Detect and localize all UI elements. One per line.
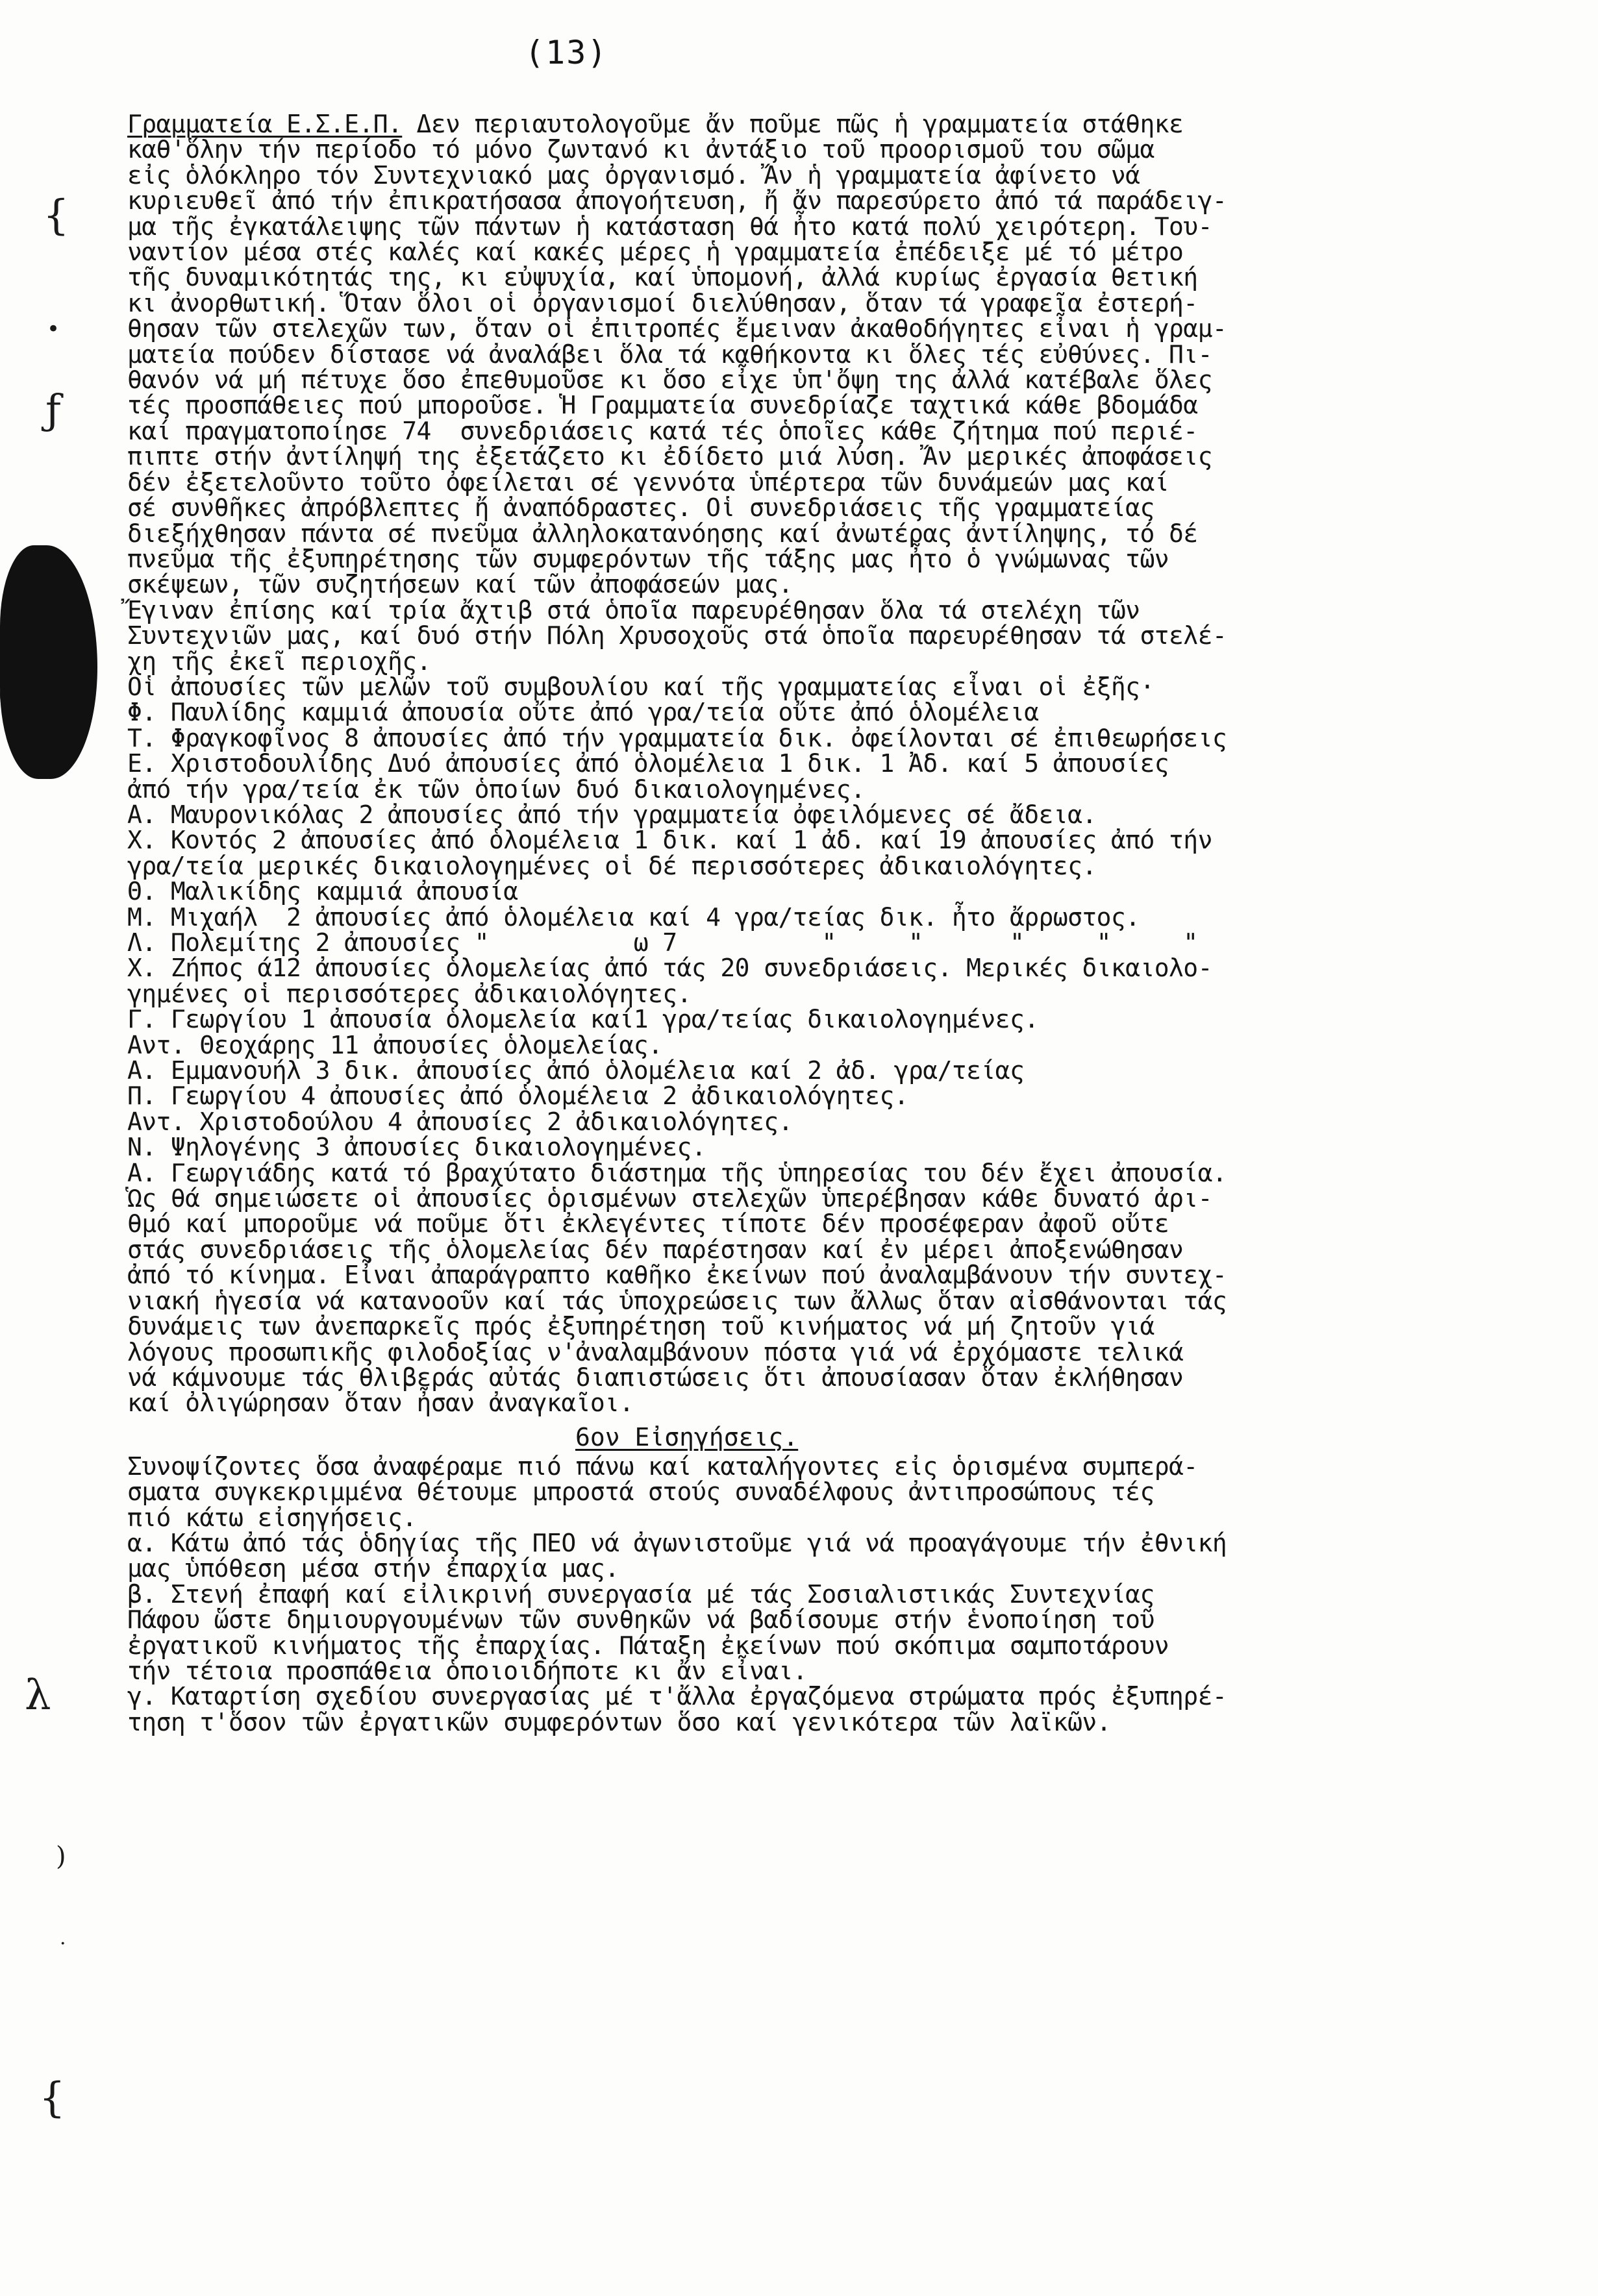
text-line: νιακή ἡγεσία νά κατανοοῦν καί τάς ὑποχρεώσεις των ἄλλως ὅταν αἰσθάνονται τάς bbox=[127, 1286, 1227, 1315]
margin-mark: { bbox=[39, 2074, 66, 2122]
text-line: τήν τέτοια προσπάθεια ὁποιοιδήποτε κι ἄν εἶναι. bbox=[127, 1656, 808, 1685]
text-line: δυνάμεις των ἀνεπαρκεῖς πρός ἐξυπηρέτηση τοῦ κινήματος νά μή ζητοῦν γιά bbox=[127, 1312, 1155, 1341]
proposals-paragraphs bbox=[127, 1451, 1579, 1736]
text-line: Αντ. Θεοχάρης 11 ἀπουσίες ὁλομελείας. bbox=[127, 1030, 663, 1059]
text-line: τῆς δυναμικότητάς της, κι εὐψυχία, καί ὑπομονή, ἀλλά κυρίως ἐργασία θετική bbox=[127, 263, 1198, 292]
text-line: κυριευθεῖ ἀπό τήν ἐπικρατήσασα ἀπογοήτευση, ἤ ἄν παρεσύρετο ἀπό τά παράδειγ- bbox=[127, 186, 1227, 216]
text-line: Ὡς θά σημειώσετε οἱ ἀπουσίες ὁρισμένων στελεχῶν ὑπερέβησαν κάθε δυνατό ἀρι- bbox=[127, 1184, 1212, 1213]
ink-blot bbox=[0, 656, 62, 734]
text-line: σκέψεων, τῶν συζητήσεων καί τῶν ἀποφάσεών μας. bbox=[127, 570, 793, 599]
secretariat-heading: Γραμματεία Ε.Σ.Ε.Π. bbox=[127, 110, 403, 138]
text-line: Χ. Κοντός 2 ἀπουσίες ἀπό ὁλομέλεια 1 δικ. καί 1 ἀδ. καί 19 ἀπουσίες ἀπό τήν bbox=[127, 826, 1212, 855]
text-line: ἀπό τήν γρα/τεία ἐκ τῶν ὁποίων δυό δικαιολογημένες. bbox=[127, 774, 866, 804]
text-line: α. Κάτω ἀπό τάς ὁδηγίας τῆς ΠΕΟ νά ἀγωνιστοῦμε γιά νά προαγάγουμε τήν ἐθνική bbox=[127, 1528, 1227, 1557]
text-line: Αντ. Χριστοδούλου 4 ἀπουσίες 2 ἀδικαιολόγητες. bbox=[127, 1107, 793, 1136]
margin-mark: ƒ bbox=[45, 386, 61, 434]
text-line: μας ὑπόθεση μέσα στήν ἐπαρχία μας. bbox=[127, 1554, 619, 1583]
text-line: Πάφου ὥστε δημιουργουμένων τῶν συνθηκῶν νά βαδίσουμε στήν ἑνοποίηση τοῦ bbox=[127, 1605, 1155, 1635]
secretariat-paragraphs bbox=[127, 137, 1579, 1416]
text-line: Ν. Ψηλογένης 3 ἀπουσίες δικαιολογημένες. bbox=[127, 1133, 706, 1162]
page-number: (13) bbox=[525, 34, 608, 71]
text-line: Οἱ ἀπουσίες τῶν μελῶν τοῦ συμβουλίου καί τῆς γραμματείας εἶναι οἱ ἐξῆς· bbox=[127, 672, 1155, 701]
text-line: πιό κάτω εἰσηγήσεις. bbox=[127, 1503, 417, 1532]
text-line: Θ. Μαλικίδης καμμιά ἀπουσία bbox=[127, 877, 518, 906]
document-body bbox=[127, 112, 1579, 1735]
text-line: Συνοψίζοντες ὅσα ἀναφέραμε πιό πάνω καί καταλήγοντες εἰς ὁρισμένα συμπερά- bbox=[127, 1451, 1198, 1481]
margin-mark: λ bbox=[25, 1672, 51, 1720]
text-line: Φ. Παυλίδης καμμιά ἀπουσία οὔτε ἀπό γρα/τεία οὔτε ἀπό ὁλομέλεια bbox=[127, 698, 1039, 727]
text-line: Α. Μαυρονικόλας 2 ἀπουσίες ἀπό τήν γραμματεία ὀφειλόμενες σέ ἄδεια. bbox=[127, 800, 1097, 829]
text-line: Π. Γεωργίου 4 ἀπουσίες ἀπό ὁλομέλεια 2 ἀδικαιολόγητες. bbox=[127, 1081, 909, 1111]
text-line: Ε. Χριστοδουλίδης Δυό ἀπουσίες ἀπό ὁλομέλεια 1 δικ. 1 Ἀδ. καί 5 ἀπουσίες bbox=[127, 749, 1169, 778]
text-line: εἰς ὁλόκληρο τόν Συντεχνιακό μας ὀργανισμό. Ἄν ἡ γραμματεία ἀφίνετο νά bbox=[127, 160, 1140, 190]
text-line: Γ. Γεωργίου 1 ἀπουσία ὁλομελεία καί1 γρα/τείας δικαιολογημένες. bbox=[127, 1005, 1039, 1034]
text-line: β. Στενή ἐπαφή καί εἰλικρινή συνεργασία μέ τάς Σοσιαλιστικάς Συντεχνίας bbox=[127, 1579, 1155, 1609]
text-line: γ. Καταρτίση σχεδίου συνεργασίας μέ τ'ἄλλα ἐργαζόμενα στρώματα πρός ἐξυπηρέ- bbox=[127, 1682, 1227, 1711]
margin-mark: ) bbox=[56, 1842, 66, 1871]
text-line: Μ. Μιχαήλ 2 ἀπουσίες ἀπό ὁλομέλεια καί 4 γρα/τείας δικ. ἦτο ἄρρωστος. bbox=[127, 902, 1140, 932]
text-line: ἐργατικοῦ κινήματος τῆς ἐπαρχίας. Πάταξη ἐκείνων πού σκόπιμα σαμποτάρουν bbox=[127, 1631, 1169, 1660]
text-line: γρα/τεία μερικές δικαιολογημένες οἱ δέ περισσότερες ἀδικαιολόγητες. bbox=[127, 851, 1097, 880]
text-line: στάς συνεδριάσεις τῆς ὁλομελείας δέν παρέστησαν καί ἐν μέρει ἀποξενώθησαν bbox=[127, 1235, 1184, 1264]
proposals-heading-row bbox=[127, 1420, 1579, 1454]
margin-mark: · bbox=[60, 1932, 66, 1955]
text-line: διεξήχθησαν πάντα σέ πνεῦμα ἀλληλοκατανόησης καί ἀνωτέρας ἀντίληψης, τό δέ bbox=[127, 519, 1198, 548]
text-line: θμό καί μποροῦμε νά ποῦμε ὅτι ἐκλεγέντες τίποτε δέν προσέφεραν ἀφοῦ οὔτε bbox=[127, 1209, 1169, 1239]
text-line: θησαν τῶν στελεχῶν των, ὅταν οἱ ἐπιτροπές ἔμειναν ἀκαθοδήγητες εἶναι ἡ γραμ- bbox=[127, 314, 1227, 343]
text-line: καί πραγματοποίησε 74 συνεδριάσεις κατά τές ὁποῖες κάθε ζήτημα πού περιέ- bbox=[127, 416, 1198, 445]
text-line: ναντίον μέσα στές καλές καί κακές μέρες ἡ γραμματεία ἐπέδειξε μέ τό μέτρο bbox=[127, 238, 1184, 267]
text-line: κι ἀνορθωτική. Ὅταν ὅλοι οἱ ὀργανισμοί διελύθησαν, ὅταν τά γραφεῖα ἐστερή- bbox=[127, 288, 1198, 317]
text-line: τές προσπάθειες πού μποροῦσε. Ἡ Γραμματεία συνεδρίαζε ταχτικά κάθε βδομάδα bbox=[127, 391, 1198, 420]
text-line: πνεῦμα τῆς ἐξυπηρέτησης τῶν συμφερόντων τῆς τάξης μας ἦτο ὁ γνώμωνας τῶν bbox=[127, 544, 1169, 573]
text-line: πιπτε στήν ἀντίληψή της ἐξετάζετο κι ἐδίδετο μιά λύση. Ἄν μερικές ἀποφάσεις bbox=[127, 442, 1212, 471]
text-line: Λ. Πολεμίτης 2 ἀπουσίες " ω 7 " " " " " bbox=[127, 928, 1198, 957]
text-line: τηση τ'ὅσον τῶν ἐργατικῶν συμφερόντων ὅσο καί γενικότερα τῶν λαϊκῶν. bbox=[127, 1707, 1111, 1736]
text-line: νά κάμνουμε τάς θλιβεράς αὐτάς διαπιστώσεις ὅτι ἀπουσίασαν ὅταν ἐκλήθησαν bbox=[127, 1363, 1184, 1392]
secretariat-first-line-text: Δεν περιαυτολογοῦμε ἄν ποῦμε πῶς ἡ γραμματεία στάθηκε bbox=[402, 110, 1184, 138]
text-line: ματεία πούδεν δίστασε νά ἀναλάβει ὅλα τά καθήκοντα κι ὅλες τές εὐθύνες. Πι- bbox=[127, 339, 1212, 369]
text-line: λόγους προσωπικῆς φιλοδοξίας ν'ἀναλαμβάνουν πόστα γιά νά ἐρχόμαστε τελικά bbox=[127, 1337, 1184, 1366]
text-line: Α. Εμμανουήλ 3 δικ. ἀπουσίες ἀπό ὁλομέλεια καί 2 ἀδ. γρα/τείας bbox=[127, 1056, 1025, 1085]
text-line: σματα συγκεκριμμένα θέτουμε μπροστά στούς συναδέλφους ἀντιπροσώπους τές bbox=[127, 1477, 1155, 1507]
text-line: δέν ἐξετελοῦντο τοῦτο ὀφείλεται σέ γεννότα ὑπέρτερα τῶν δυνάμεών μας καί bbox=[127, 467, 1169, 497]
margin-mark: • bbox=[47, 316, 60, 342]
proposals-heading: 6ον Εἰσηγήσεις. bbox=[575, 1422, 799, 1451]
text-line: θανόν νά μή πέτυχε ὅσο ἐπεθυμοῦσε κι ὅσο εἶχε ὑπ'ὄψη της ἀλλά κατέβαλε ὅλες bbox=[127, 365, 1212, 395]
text-line: καθ'ὅλην τήν περίοδο τό μόνο ζωντανό κι ἀντάξιο τοῦ προορισμοῦ του σῶμα bbox=[127, 135, 1155, 164]
margin-mark: { bbox=[43, 191, 69, 240]
text-line: ἀπό τό κίνημα. Εἶναι ἀπαράγραπτο καθῆκο ἐκείνων πού ἀναλαμβάνουν τήν συντεχ- bbox=[127, 1261, 1227, 1290]
text-line: καί ὀλιγώρησαν ὅταν ἦσαν ἀναγκαῖοι. bbox=[127, 1389, 634, 1418]
text-line: Τ. Φραγκοφῖνος 8 ἀπουσίες ἀπό τήν γραμματεία δικ. ὀφείλονται σέ ἐπιθεωρήσεις bbox=[127, 723, 1227, 752]
text-line: μα τῆς ἐγκατάλειψης τῶν πάντων ἡ κατάσταση θά ἦτο κατά πολύ χειρότερη. Του- bbox=[127, 212, 1212, 241]
text-line: χη τῆς ἐκεῖ περιοχῆς. bbox=[127, 647, 431, 676]
text-line: γημένες οἱ περισσότερες ἀδικαιολόγητες. bbox=[127, 979, 692, 1008]
text-line: Ἔγιναν ἐπίσης καί τρία ἄχτιβ στά ὁποῖα παρευρέθησαν ὅλα τά στελέχη τῶν bbox=[127, 595, 1140, 624]
secretariat-first-line bbox=[127, 112, 1579, 137]
text-line: Α. Γεωργιάδης κατά τό βραχύτατο διάστημα τῆς ὑπηρεσίας του δέν ἔχει ἀπουσία. bbox=[127, 1158, 1227, 1187]
text-line: Χ. Ζήπος ά12 ἀπουσίες ὁλομελείας ἀπό τάς 20 συνεδριάσεις. Μερικές δικαιολο- bbox=[127, 954, 1212, 983]
text-line: σέ συνθῆκες ἀπρόβλεπτες ἤ ἀναπόδραστες. Οἱ συνεδριάσεις τῆς γραμματείας bbox=[127, 493, 1155, 523]
text-line: Συντεχνιῶν μας, καί δυό στήν Πόλη Χρυσοχοῦς στά ὁποῖα παρευρέθησαν τά στελέ- bbox=[127, 621, 1227, 650]
